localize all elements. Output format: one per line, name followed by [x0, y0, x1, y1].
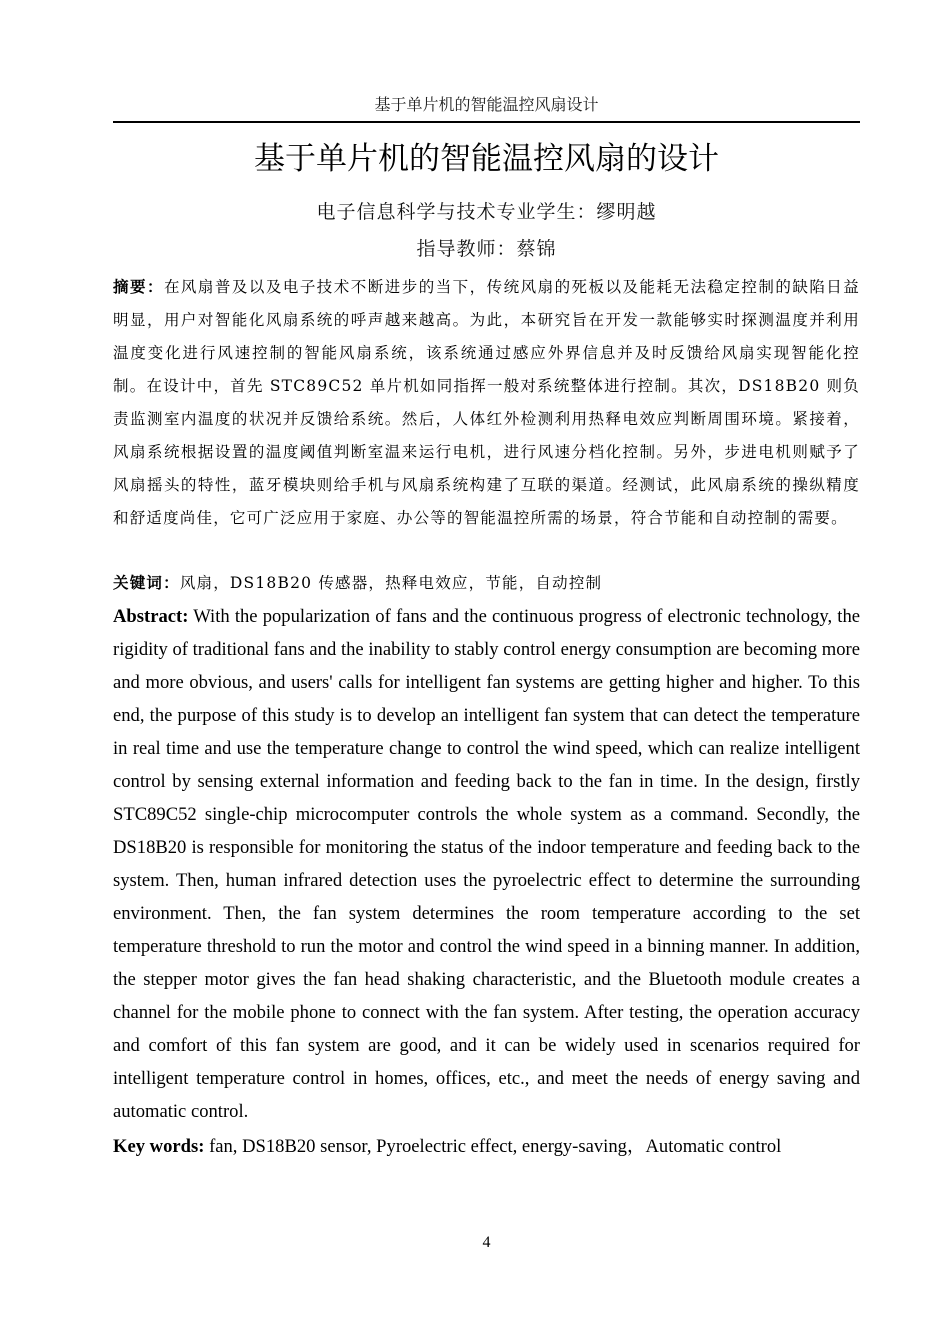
english-abstract-text: With the popularization of fans and the continuous progress of electronic technology, the rigidity of traditional fans and the inability to stably control energy consumption are becoming more and more obvious, and users' calls for intelligent fan systems are getting higher and higher. To this end, the purpose of this study is to develop an intelligent fan system that can detect the temperature in real time and use the temperature change to control the wind speed, which can realize intelligent control by sensing external information and feeding back to the fan in time. In the design, firstly STC89C52 single-chip microcomputer controls the whole system as a command. Secondly, the DS18B20 is responsible for monitoring the status of the indoor temperature and feeding back to the system. Then, human infrared detection uses the pyroelectric effect to determine the surrounding environment. Then, the fan system determines the room temperature according to the set temperature threshold to run the motor and control the wind speed in a binning manner. In addition, the stepper motor gives the fan head shaking characteristic, and the Bluetooth module creates a channel for the mobile phone to connect with the fan system. After testing, the operation accuracy and comfort of this fan system are good, and it can be widely used in scenarios required for intelligent temperature control in homes, offices, etc., and meet the needs of energy saving and automatic control.: [113, 606, 860, 1122]
advisor-line: 指导教师：蔡锦: [416, 238, 557, 260]
page-number: 4: [482, 1234, 491, 1251]
page-title: 基于单片机的智能温控风扇的设计: [254, 141, 719, 177]
header-divider: [113, 121, 860, 123]
english-abstract: [113, 600, 860, 1128]
chinese-keywords: [113, 566, 860, 600]
chinese-keywords-text: 风扇，DS18B20 传感器，热释电效应，节能，自动控制: [179, 574, 603, 592]
chinese-keywords-label: 关键词：: [113, 573, 180, 592]
running-header: 基于单片机的智能温控风扇设计: [374, 95, 599, 114]
english-keywords: [113, 1130, 860, 1163]
english-keywords-text: fan, DS18B20 sensor, Pyroelectric effect, energy-saving，Automatic control: [204, 1136, 782, 1157]
chinese-abstract-text: 在风扇普及以及电子技术不断进步的当下，传统风扇的死板以及能耗无法稳定控制的缺陷日益明显，用户对智能化风扇系统的呼声越来越高。为此，本研究旨在开发一款能够实时探测温度并利用温度变化进行风速控制的智能风扇系统，该系统通过感应外界信息并及时反馈给风扇实现智能化控制。在设计中，首先 STC89C52 单片机如同指挥一般对系统整体进行控制。其次，DS18B20 则负责监测室内温度的状况并反馈给系统。然后，人体红外检测利用热释电效应判断周围环境。紧接着，风扇系统根据设置的温度阈值判断室温来运行电机，进行风速分档化控制。另外，步进电机则赋予了风扇摇头的特性，蓝牙模块则给手机与风扇系统构建了互联的渠道。经测试，此风扇系统的操纵精度和舒适度尚佳，它可广泛应用于家庭、办公等的智能温控所需的场景，符合节能和自动控制的需要。: [113, 278, 860, 527]
author-line: 电子信息科学与技术专业学生：缪明越: [316, 201, 657, 223]
chinese-abstract: [113, 270, 860, 535]
english-abstract-label: Abstract:: [113, 606, 189, 627]
english-keywords-label: Key words:: [113, 1136, 205, 1157]
chinese-abstract-label: 摘要：: [113, 277, 164, 296]
